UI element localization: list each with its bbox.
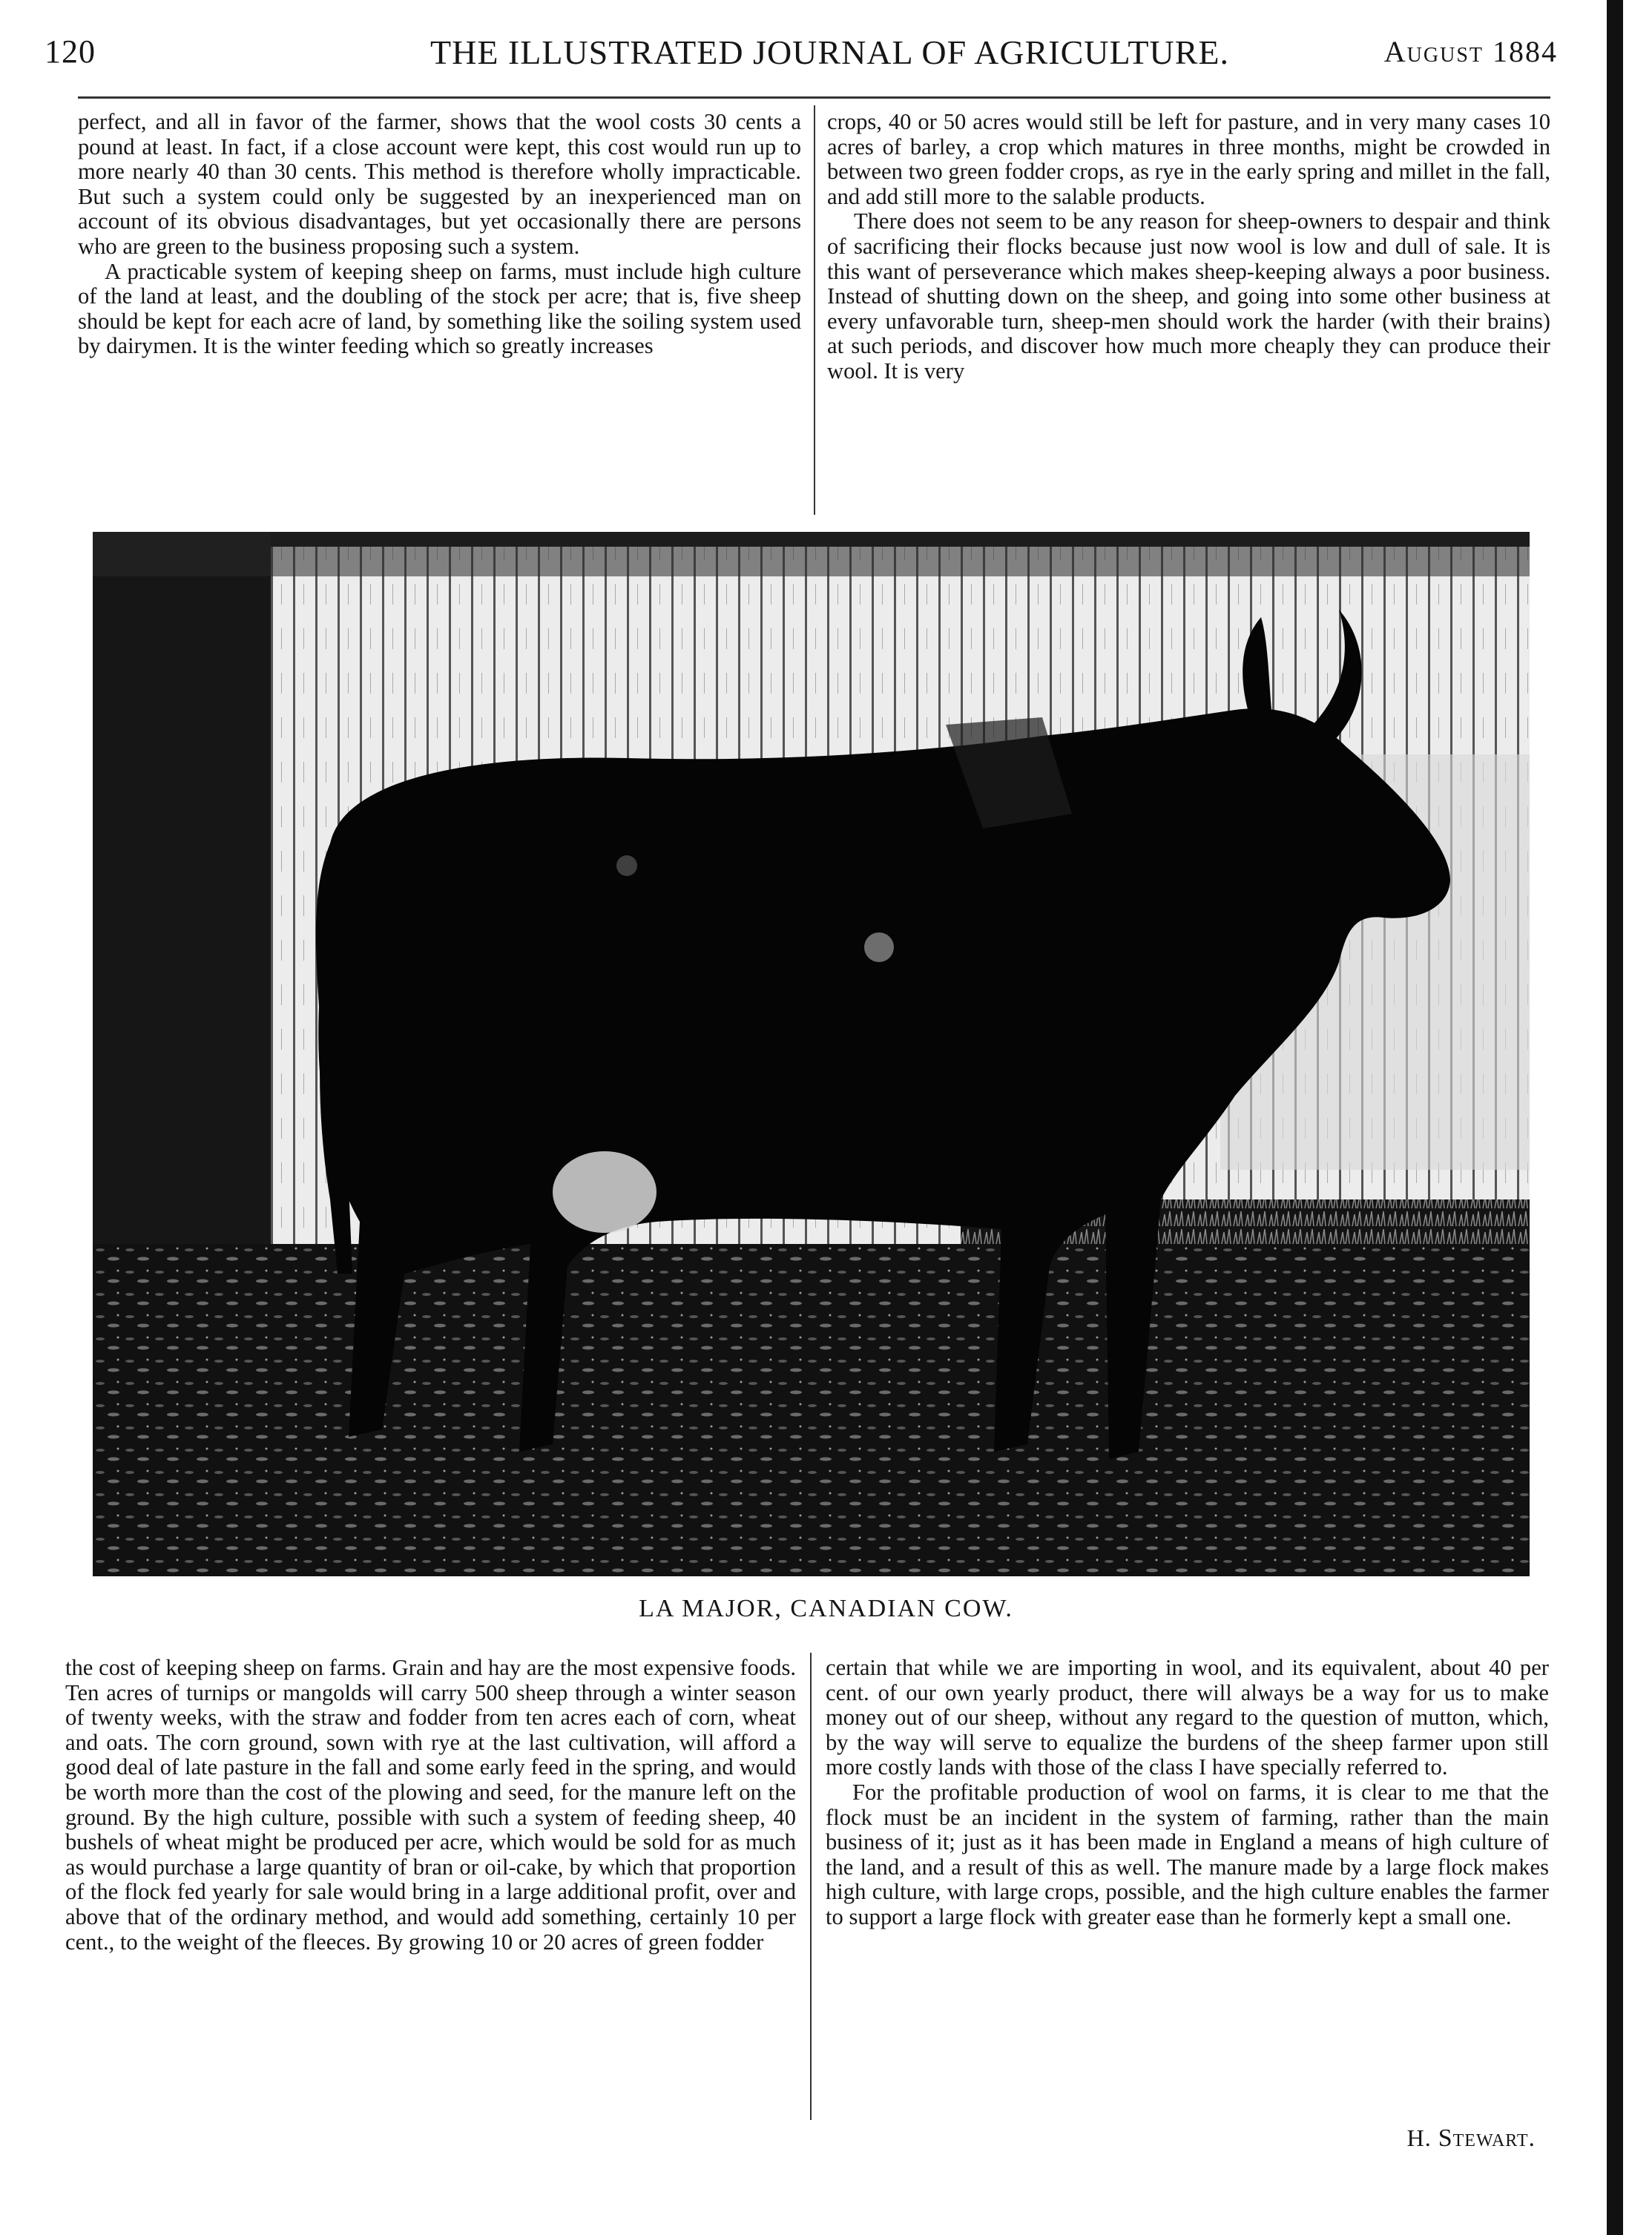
column-top-left xyxy=(78,110,801,359)
running-header xyxy=(45,33,1558,77)
paragraph: perfect, and all in favor of the farmer, shows that the wool costs 30 cents a pound at least. In fact, if a close account were kept, this cost would run up to more nearly 40 than 30 cents. This method is therefore wholly impracticable. But such a system could only be suggested by an inexperienced man on account of its obvious disadvantages, but yet occasionally there are persons who are green to the business proposing such a system. xyxy=(78,109,801,259)
paragraph: A practicable system of keeping sheep on farms, must include high culture of the land at least, and the doubling of the stock per acre; that is, five sheep should be kept for each acre of land, by something like the soiling system used by dairymen. It is the winter feeding which so greatly increases xyxy=(78,258,801,359)
signature-initial: H. xyxy=(1406,2124,1432,2151)
column-bottom-right xyxy=(826,1656,1549,1930)
signature-name: Stewart. xyxy=(1438,2124,1536,2152)
column-rule xyxy=(810,1653,812,2120)
author-signature xyxy=(1407,2124,1536,2153)
page-edge-bar xyxy=(1607,0,1623,2235)
column-top-right xyxy=(827,110,1550,384)
paragraph: crops, 40 or 50 acres would still be left for pasture, and in very many cases 10 acres of barley, a crop which matures in three months, might be crowded in between two green fodder crops, as rye in the early spring and millet in the fall, and add still more to the salable products. xyxy=(827,109,1550,209)
column-rule xyxy=(814,105,815,515)
journal-title: THE ILLUSTRATED JOURNAL OF AGRICULTURE. xyxy=(430,33,1229,71)
figure-caption: LA MAJOR, CANADIAN COW. xyxy=(639,1595,1013,1622)
issue-date: August 1884 xyxy=(1383,35,1558,68)
cow-illustration xyxy=(93,532,1530,1576)
paragraph: For the profitable production of wool on farms, it is clear to me that the flock must be an incident in the system of farming, rather than the main business of it; just as it has been made in England a means of high culture of the land, and a result of this as well. The manure made by a large flock makes high culture, with large crops, possible, and the high culture enables the farmer to support a large flock with greater ease than he formerly kept a small one. xyxy=(826,1779,1549,1929)
column-bottom-left xyxy=(65,1656,796,1955)
paragraph: the cost of keeping sheep on farms. Grain and hay are the most expensive foods. Ten acres of turnips or mangolds will carry 500 sheep through a winter season of twenty weeks, with the straw and fodder from ten acres each of corn, wheat and oats. The corn ground, sown with rye at the last cultivation, will afford a good deal of late pasture in the fall and some early feed in the spring, and would be worth more than the cost of the plowing and seed, for the manure left on the ground. By the high culture, possible with such a system of feeding sheep, 40 bushels of wheat might be produced per acre, which would be sold for as much as would purchase a large quantity of bran or oil-cake, by which that proportion of the flock fed yearly for sale would bring in a large additional profit, over and above that of the ordinary method, and would add something, certainly 10 per cent., to the weight of the fleeces. By growing 10 or 20 acres of green fodder xyxy=(65,1655,796,1955)
page-number: 120 xyxy=(45,33,96,70)
paragraph: certain that while we are importing in wool, and its equivalent, about 40 per cent. of our own yearly product, there will always be a way for us to make money out of our sheep, without any regard to the question of mutton, which, by the way will serve to equalize the burdens of the sheep farmer upon still more costly lands with those of the class I have specially referred to. xyxy=(826,1655,1549,1780)
paragraph: There does not seem to be any reason for sheep-owners to despair and think of sacrificing their flocks because just now wool is low and dull of sale. It is this want of perseverance which makes sheep-keeping always a poor business. Instead of shutting down on the sheep, and going into some other business at every unfavorable turn, sheep-men should work the harder (with their brains) at such periods, and discover how much more cheaply they can produce their wool. It is very xyxy=(827,208,1550,384)
header-rule xyxy=(78,96,1550,99)
